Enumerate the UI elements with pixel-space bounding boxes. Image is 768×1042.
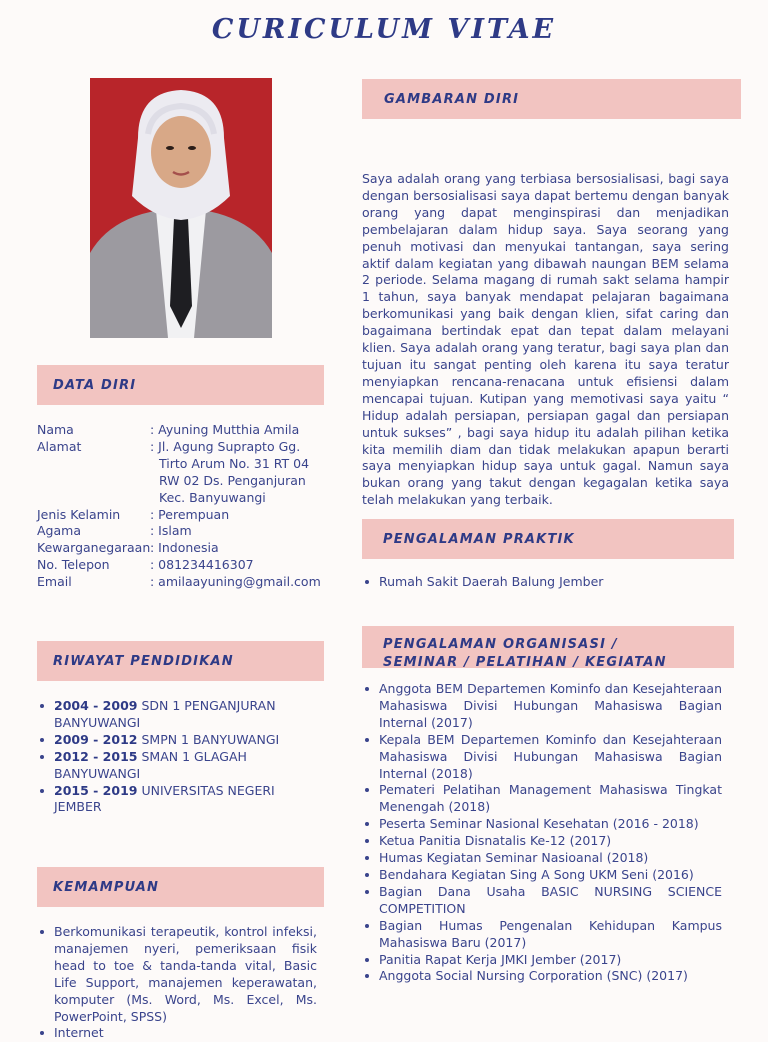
organisasi-heading: PENGALAMAN ORGANISASI / SEMINAR / PELATIHAN / KEGIATAN (383, 637, 667, 670)
data-row-jenis-kelamin: Jenis Kelamin : Perempuan (37, 506, 230, 522)
list-item: 2009 - 2012 SMPN 1 BANYUWANGI (37, 732, 309, 749)
gambaran-text: Saya adalah orang yang terbiasa bersosialisasi, bagi saya dengan bersosialisasi saya dapat bertemu dengan banyak orang yang dapat menginspirasi dan menjadikan pembelajaran dalam hidup saya. Saya seorang yang penuh motivasi dan menyukai tantangan, saya sering aktif dalam kegiatan yang dibawah naungan BEM selama 2 periode. Selama magang di rumah sakt selama hampir 1 tahun, saya banyak mendapat pelajaran bagaimana berkomunikasi yang baik dengan klien, sifat caring dan bagaimana bertindak epat dan tepat dalam melayani klien. Saya adalah orang yang teratur, bagi saya plan dan tujuan itu sangat penting oleh karena itu saya teratur menyiapkan rencana-renacana untuk efisiensi dalam mencapai tujuan. Kutipan yang memotivasi saya yaitu “ Hidup adalah persiapan, persiapan gagal dan persiapan untuk sukses” , bagi saya hidup itu adalah pilihan ketika kita memilih diam dan tidak melakukan apapun berarti saya menyiapkan hidup saya untuk gagal. Namun saya bukan orang yang takut dengan kegagalan ketika saya telah melakukan yang terbaik. (362, 171, 729, 508)
page-title: CURICULUM VITAE (211, 14, 557, 45)
kemampuan-heading: KEMAMPUAN (53, 879, 160, 895)
list-item: Humas Kegiatan Seminar Nasioanal (2018) (362, 850, 722, 867)
praktik-list (362, 574, 724, 591)
organisasi-list (362, 681, 722, 985)
pendidikan-header (37, 641, 324, 681)
list-item: Anggota Social Nursing Corporation (SNC) (2017) (362, 968, 722, 985)
list-item: Panitia Rapat Kerja JMKI Jember (2017) (362, 952, 722, 969)
list-item: Bendahara Kegiatan Sing A Song UKM Seni (2016) (362, 867, 722, 884)
praktik-heading: PENGALAMAN PRAKTIK (383, 531, 575, 547)
list-item: Ketua Panitia Disnatalis Ke-12 (2017) (362, 833, 722, 850)
organisasi-header (362, 626, 734, 668)
data-row-alamat: Alamat : Jl. Agung Suprapto Gg. Tirto Arum No. 31 RT 04 RW 02 Ds. Penganjuran Kec. Banyuwangi (37, 438, 310, 505)
list-item: Peserta Seminar Nasional Kesehatan (2016 - 2018) (362, 816, 722, 833)
gambaran-header (362, 79, 741, 119)
data-row-email: Email : amilaayuning@gmail.com (37, 574, 321, 590)
list-item: Berkomunikasi terapeutik, kontrol infeksi, manajemen nyeri, pemeriksaan fisik head to toe & tanda-tanda vital, Basic Life Support, manajemen keperawatan, komputer (Ms. Word, Ms. Excel, Ms. PowerPoint, SPSS) (37, 924, 317, 1025)
list-item: Anggota BEM Departemen Kominfo dan Kesejahteraan Mahasiswa Divisi Hubungan Mahasiswa Bagian Internal (2017) (362, 681, 722, 732)
data-row-agama: Agama : Islam (37, 523, 192, 539)
list-item: Rumah Sakit Daerah Balung Jember (362, 574, 724, 591)
list-item: Bagian Dana Usaha BASIC NURSING SCIENCE COMPETITION (362, 884, 722, 918)
pendidikan-heading: RIWAYAT PENDIDIKAN (53, 653, 234, 669)
pendidikan-list (37, 698, 309, 816)
kemampuan-header (37, 867, 324, 907)
data-row-telepon: No. Telepon : 081234416307 (37, 557, 254, 573)
data-row-nama: Nama : Ayuning Mutthia Amila (37, 422, 300, 437)
profile-photo (90, 78, 272, 338)
kemampuan-list (37, 924, 317, 1042)
data-diri-header (37, 365, 324, 405)
list-item: 2004 - 2009 SDN 1 PENGANJURAN BANYUWANGI (37, 698, 309, 732)
list-item: 2015 - 2019 UNIVERSITAS NEGERI JEMBER (37, 783, 309, 817)
data-diri-heading: DATA DIRI (53, 377, 137, 393)
data-row-kewarganegaraan: Kewarganegaraan : Indonesia (37, 540, 219, 556)
list-item: Bagian Humas Pengenalan Kehidupan Kampus Mahasiswa Baru (2017) (362, 918, 722, 952)
praktik-header (362, 519, 734, 559)
list-item: 2012 - 2015 SMAN 1 GLAGAH BANYUWANGI (37, 749, 309, 783)
gambaran-heading: GAMBARAN DIRI (384, 91, 520, 107)
list-item: Internet (37, 1025, 317, 1042)
data-diri-list (37, 422, 327, 591)
list-item: Pemateri Pelatihan Management Mahasiswa Tingkat Menengah (2018) (362, 782, 722, 816)
list-item: Kepala BEM Departemen Kominfo dan Kesejahteraan Mahasiswa Divisi Hubungan Mahasiswa Bagian Internal (2018) (362, 732, 722, 783)
